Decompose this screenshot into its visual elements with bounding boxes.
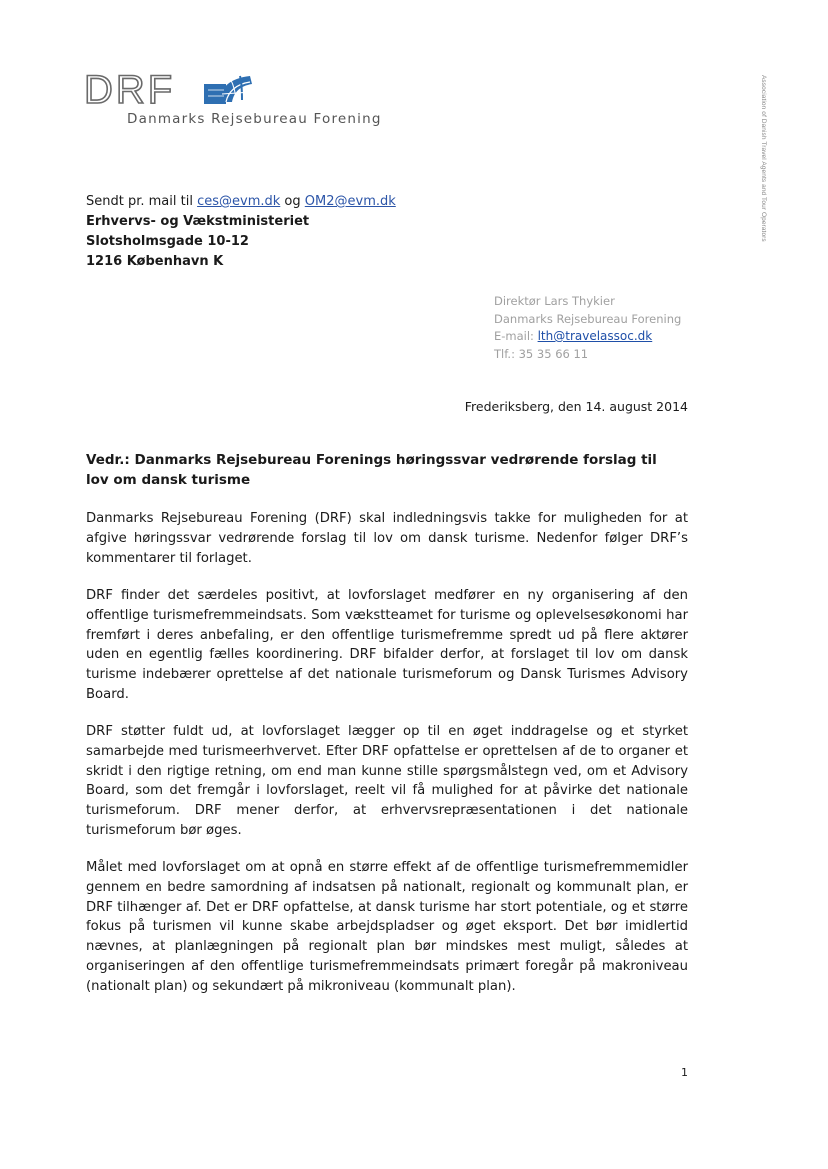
recipient-street: Slotsholmsgade 10-12 bbox=[86, 234, 249, 249]
recipient-city: 1216 København K bbox=[86, 254, 224, 269]
globe-logo-icon bbox=[204, 74, 254, 104]
body-paragraph-3: DRF støtter fuldt ud, at lovforslaget lægger op til en øget inddragelse og et styrket samarbejde med turismeerhvervet. Efter DRF opfattelse er oprettelsen af de to organer et skridt i den rigtige retning, om end man kunne stille spørgsmålstegn ved, om et Advisory Board, som det fremgår i lovforslaget, reelt vil få mulighed for at påvirke det nationale turismeforum. DRF mener derfor, at erhvervsrepræsentationen i det nationale turismeforum bør øges. bbox=[86, 724, 688, 838]
page-number: 1 bbox=[681, 1066, 688, 1079]
sender-phone: Tlf.: 35 35 66 11 bbox=[494, 347, 589, 361]
logo-wordmark: DRF bbox=[84, 68, 176, 112]
body-paragraph-1: Danmarks Rejsebureau Forening (DRF) skal indledningsvis takke for muligheden for at afgive høringssvar vedrørende forslag til lov om dansk turisme. Nedenfor følger DRF’s kommentarer til forlaget. bbox=[86, 511, 688, 566]
recipient-email-2[interactable]: OM2@evm.dk bbox=[304, 194, 396, 209]
sent-connector: og bbox=[284, 194, 301, 209]
sender-email-line bbox=[494, 327, 652, 345]
recipient-org: Erhvervs- og Vækstministeriet bbox=[86, 214, 310, 229]
date-line: Frederiksberg, den 14. august 2014 bbox=[464, 399, 688, 414]
sender-name: Direktør Lars Thykier bbox=[494, 294, 615, 308]
sent-by-mail-line bbox=[86, 192, 396, 212]
sender-org: Danmarks Rejsebureau Forening bbox=[494, 312, 682, 326]
logo-subtitle: Danmarks Rejsebureau Forening bbox=[127, 111, 382, 127]
sender-email[interactable]: lth@travelassoc.dk bbox=[537, 329, 653, 343]
body-paragraph-2: DRF finder det særdeles positivt, at lovforslaget medfører en ny organisering af den offentlige turismefremmeindsats. Som vækstteamet for turisme og oplevelsesøkonomi har fremført i deres anbefaling, er den offentlige turismefremme spredt ud på flere aktører uden en egentlig fælles koordinering. DRF bifalder derfor, at forslaget til lov om dansk turisme indebærer oprettelse af det nationale turismeforum og Dansk Turismes Advisory Board. bbox=[86, 588, 688, 702]
side-note: Association of Danish Travel Agents and Tour Operators bbox=[760, 75, 767, 242]
sender-email-label: E-mail: bbox=[494, 329, 534, 343]
body-paragraph-4: Målet med lovforslaget om at opnå en større effekt af de offentlige turismefremmemidler gennem en bedre samordning af indsatsen på nationalt, regionalt og kommunalt plan, er DRF tilhænger af. Det er DRF opfattelse, at dansk turisme har stort potentiale, og et større fokus på turismen vil kunne skabe arbejdspladser og øget eksport. Det bør imidlertid nævnes, at planlægningen på regionalt plan bør mindskes mest muligt, således at organiseringen af den offentlige turismefremmeindsats primært foregår på makroniveau (nationalt plan) og sekundært på mikroniveau (kommunalt plan). bbox=[86, 860, 688, 994]
recipient-email-1[interactable]: ces@evm.dk bbox=[197, 194, 281, 209]
subject-heading: Vedr.: Danmarks Rejsebureau Forenings høringssvar vedrørende forslag til lov om dansk turisme bbox=[86, 452, 657, 488]
sent-prefix: Sendt pr. mail til bbox=[86, 194, 193, 209]
